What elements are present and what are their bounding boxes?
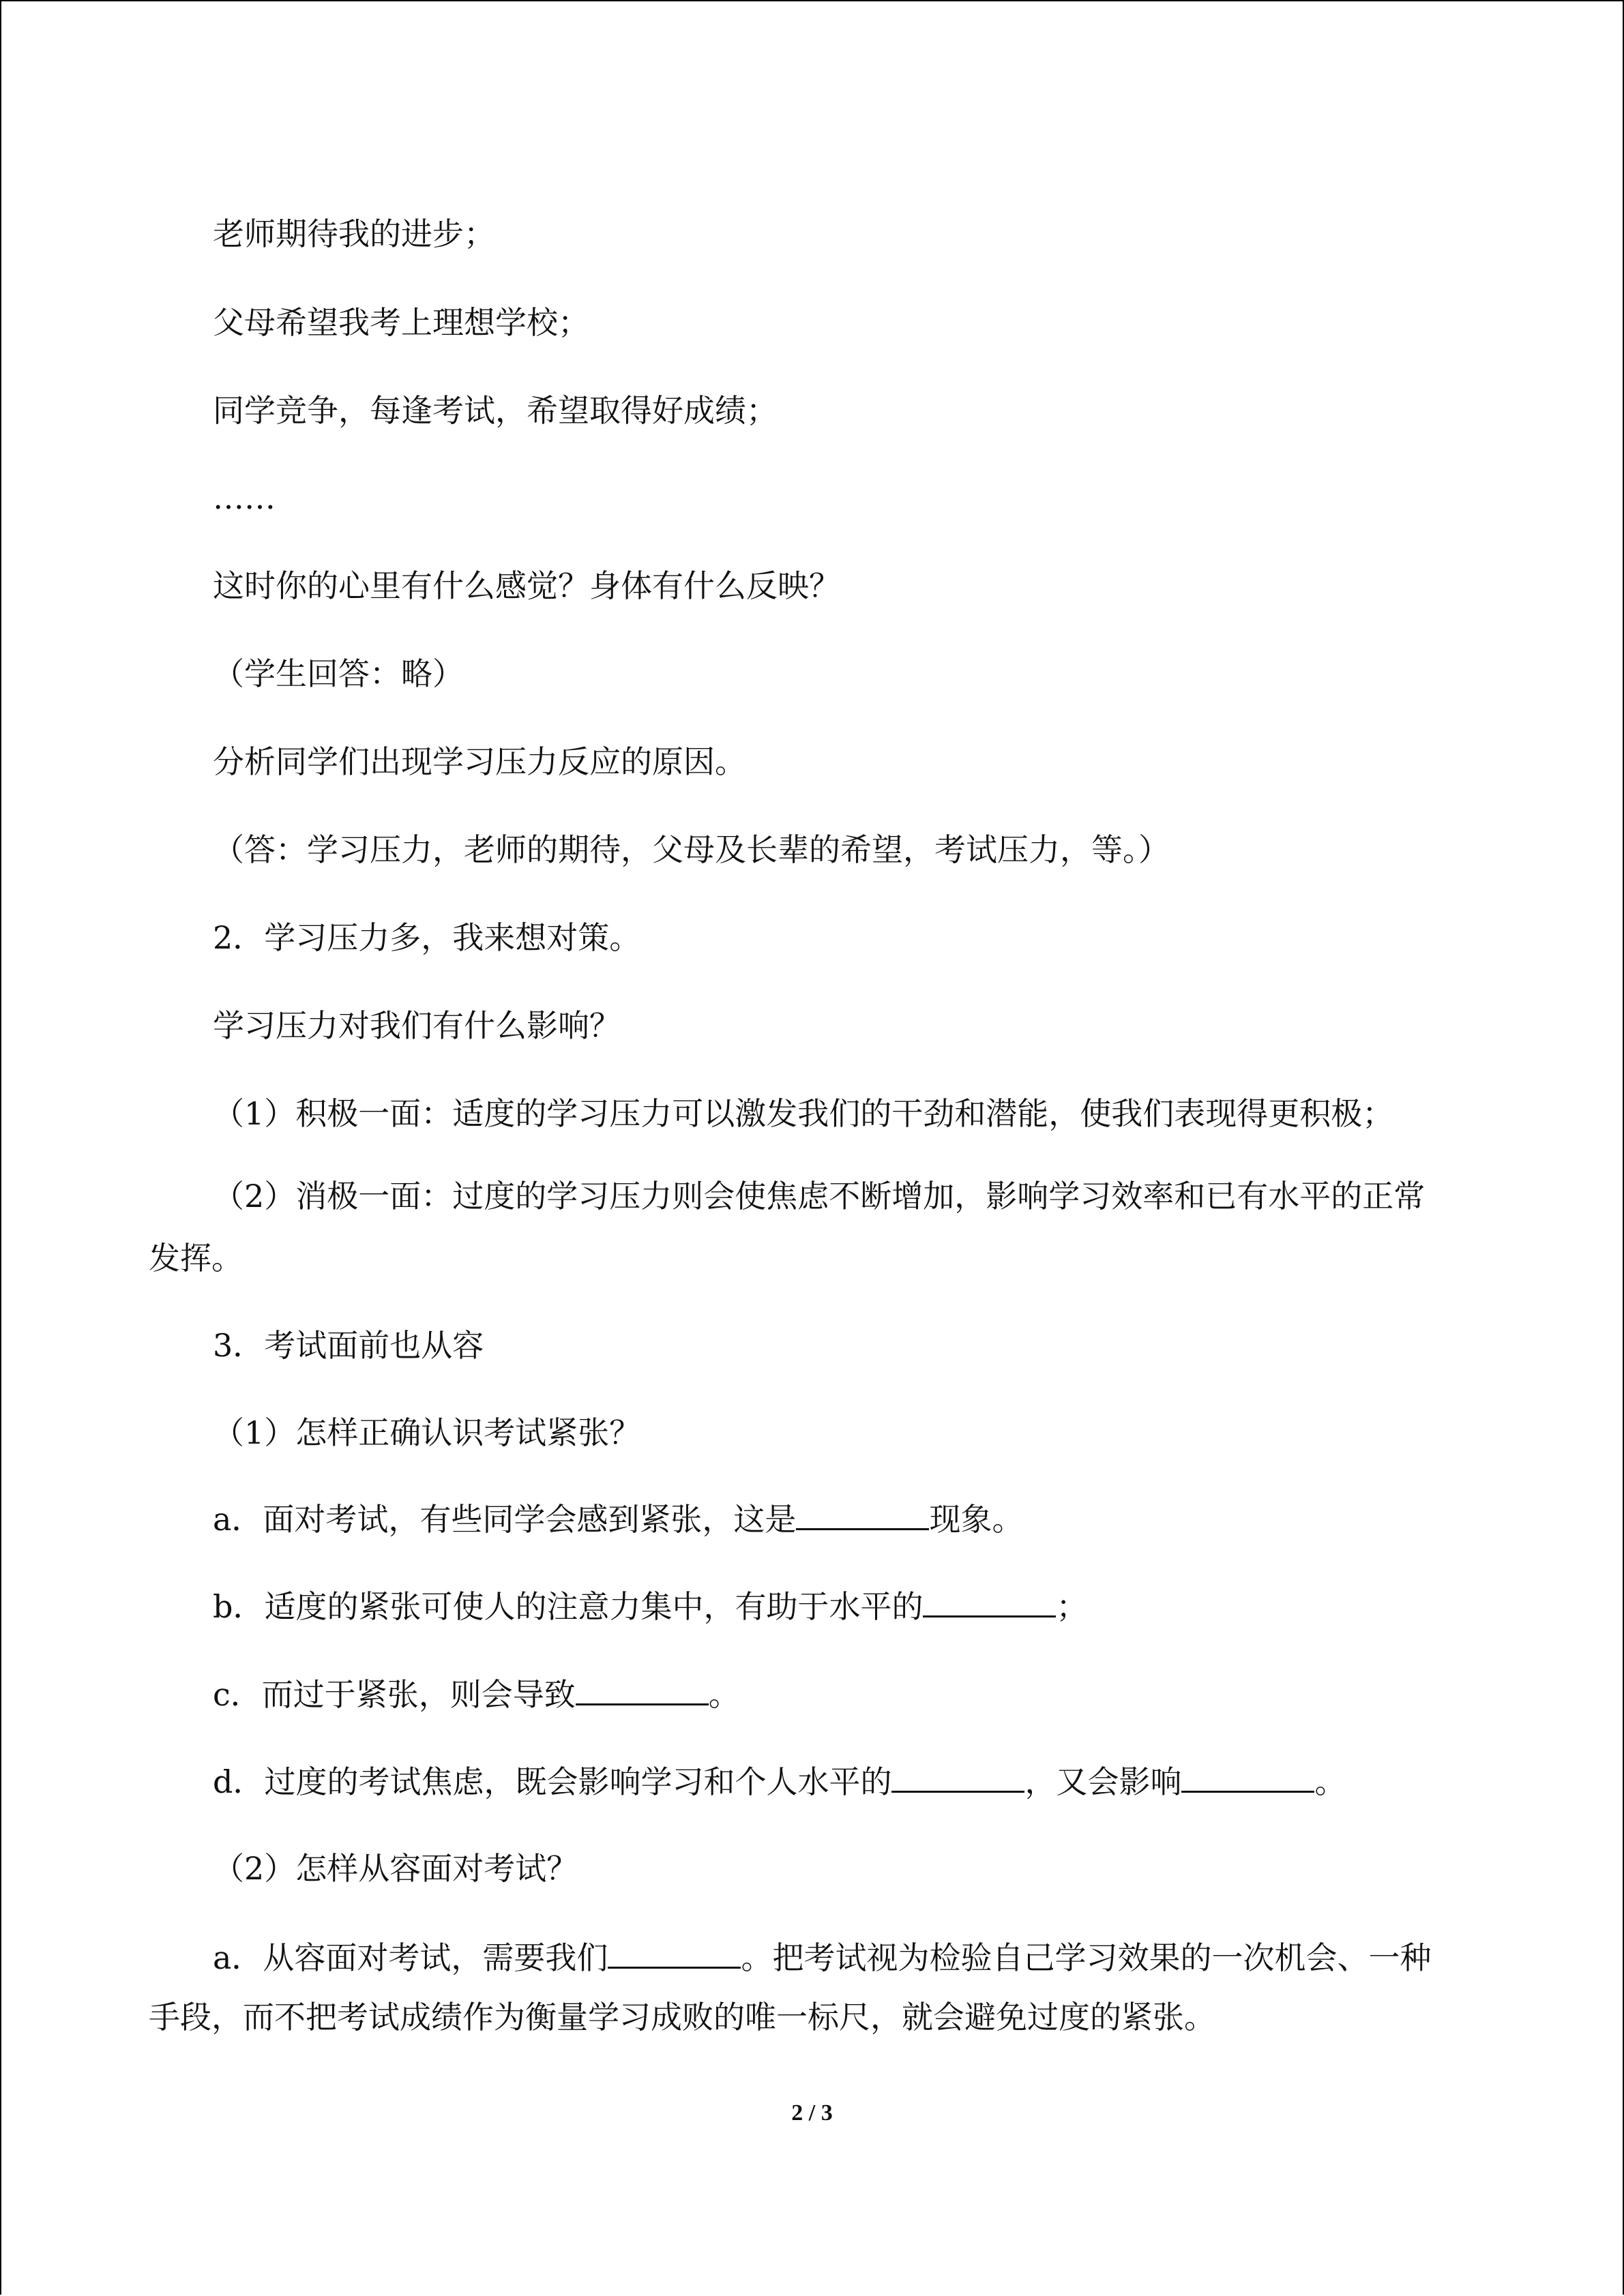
text-line: 这时你的心里有什么感觉？身体有什么反映？ [213, 567, 840, 604]
fill-in-line: b．适度的紧张可使人的注意力集中，有助于水平的 ； [213, 1585, 1087, 1627]
text-line: …… [213, 479, 276, 516]
answer-blank[interactable] [608, 1937, 741, 1969]
fill-in-line: d．过度的考试焦虑，既会影响学习和个人水平的 ，又会影响 。 [213, 1761, 1346, 1802]
text-line: （2）怎样从容面对考试？ [213, 1850, 578, 1887]
text-line: 手段，而不把考试成绩作为衡量学习成败的唯一标尺，就会避免过度的紧张。 [149, 1999, 1215, 2036]
answer-blank[interactable] [1181, 1761, 1314, 1793]
text-line: 同学竞争，每逢考试，希望取得好成绩； [213, 392, 778, 429]
text-line: 老师期待我的进步； [213, 215, 495, 252]
text-line: 分析同学们出现学习压力反应的原因。 [213, 743, 746, 780]
section-heading: 3．考试面前也从容 [213, 1327, 484, 1364]
section-heading: 2．学习压力多，我来想对策。 [213, 919, 641, 956]
fill-in-line: c．而过于紧张，则会导致 。 [213, 1673, 740, 1715]
text-line: （1）怎样正确认识考试紧张？ [213, 1414, 641, 1451]
text-line: （1）积极一面：适度的学习压力可以激发我们的干劲和潜能，使我们表现得更积极； [213, 1095, 1394, 1132]
answer-blank[interactable] [891, 1761, 1024, 1793]
text-line: 父母希望我考上理想学校； [213, 304, 589, 341]
answer-blank[interactable] [923, 1585, 1056, 1617]
page-number: 2 / 3 [791, 2100, 833, 2126]
text-line: （学生回答：略） [213, 655, 464, 692]
text-line: （答：学习压力，老师的期待，父母及长辈的希望，考试压力，等。） [213, 831, 1170, 868]
fill-in-line: a．面对考试，有些同学会感到紧张，这是 现象。 [213, 1498, 1023, 1540]
text-line: 发挥。 [149, 1240, 243, 1277]
answer-blank[interactable] [796, 1498, 929, 1530]
text-line: （2）消极一面：过度的学习压力则会使焦虑不断增加，影响学习效率和已有水平的正常 [213, 1178, 1426, 1214]
text-line: 学习压力对我们有什么影响？ [213, 1007, 621, 1044]
fill-in-line: a．从容面对考试，需要我们 。把考试视为检验自己学习效果的一次机会、一种 [213, 1937, 1431, 1978]
answer-blank[interactable] [576, 1673, 709, 1705]
